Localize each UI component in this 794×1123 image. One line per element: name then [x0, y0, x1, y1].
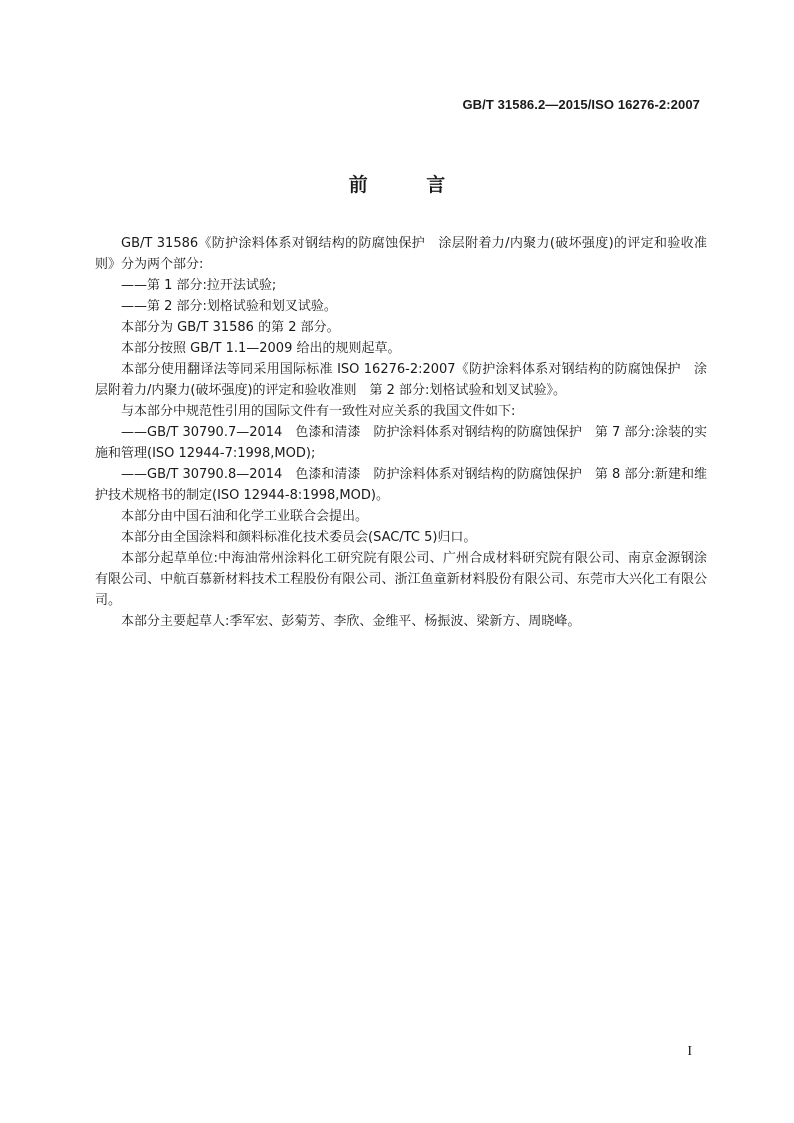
page-number: I	[687, 1044, 692, 1059]
foreword-body	[95, 233, 707, 632]
paragraph: 与本部分中规范性引用的国际文件有一致性对应关系的我国文件如下:	[121, 404, 516, 419]
standard-number: GB/T 31586.2—2015/ISO 16276-2:2007	[462, 97, 700, 112]
paragraph: 本部分为 GB/T 31586 的第 2 部分。	[121, 320, 340, 335]
paragraph: 本部分由中国石油和化学工业联合会提出。	[121, 509, 369, 524]
paragraph: 本部分按照 GB/T 1.1—2009 给出的规则起草。	[121, 341, 401, 356]
paragraph: ——GB/T 30790.7—2014 色漆和清漆 防护涂料体系对钢结构的防腐蚀保护 第 7 部分:涂装的实施和管理(ISO 12944-7:1998,MOD);	[95, 425, 707, 461]
paragraph: ——GB/T 30790.8—2014 色漆和清漆 防护涂料体系对钢结构的防腐蚀保护 第 8 部分:新建和维护技术规格书的制定(ISO 12944-8:1998,MOD)。	[95, 467, 707, 503]
paragraph: ——第 1 部分:拉开法试验;	[121, 278, 277, 293]
paragraph: ——第 2 部分:划格试验和划叉试验。	[121, 299, 337, 314]
paragraph: 本部分使用翻译法等同采用国际标准 ISO 16276-2:2007《防护涂料体系对钢结构的防腐蚀保护 涂层附着力/内聚力(破坏强度)的评定和验收准则 第 2 部分:划格试验和划叉试验》。	[95, 362, 707, 398]
paragraph: 本部分由全国涂料和颜料标准化技术委员会(SAC/TC 5)归口。	[121, 530, 477, 545]
paragraph: GB/T 31586《防护涂料体系对钢结构的防腐蚀保护 涂层附着力/内聚力(破坏强度)的评定和验收准则》分为两个部分:	[95, 236, 707, 272]
paragraph: 本部分主要起草人:季军宏、彭菊芳、李欣、金维平、杨振波、梁新方、周晓峰。	[121, 614, 581, 629]
paragraph: 本部分起草单位:中海油常州涂料化工研究院有限公司、广州合成材料研究院有限公司、南京金源钢涂有限公司、中航百慕新材料技术工程股份有限公司、浙江鱼童新材料股份有限公司、东莞市大兴化工有限公司。	[95, 551, 707, 608]
page-title: 前 言	[348, 174, 472, 196]
